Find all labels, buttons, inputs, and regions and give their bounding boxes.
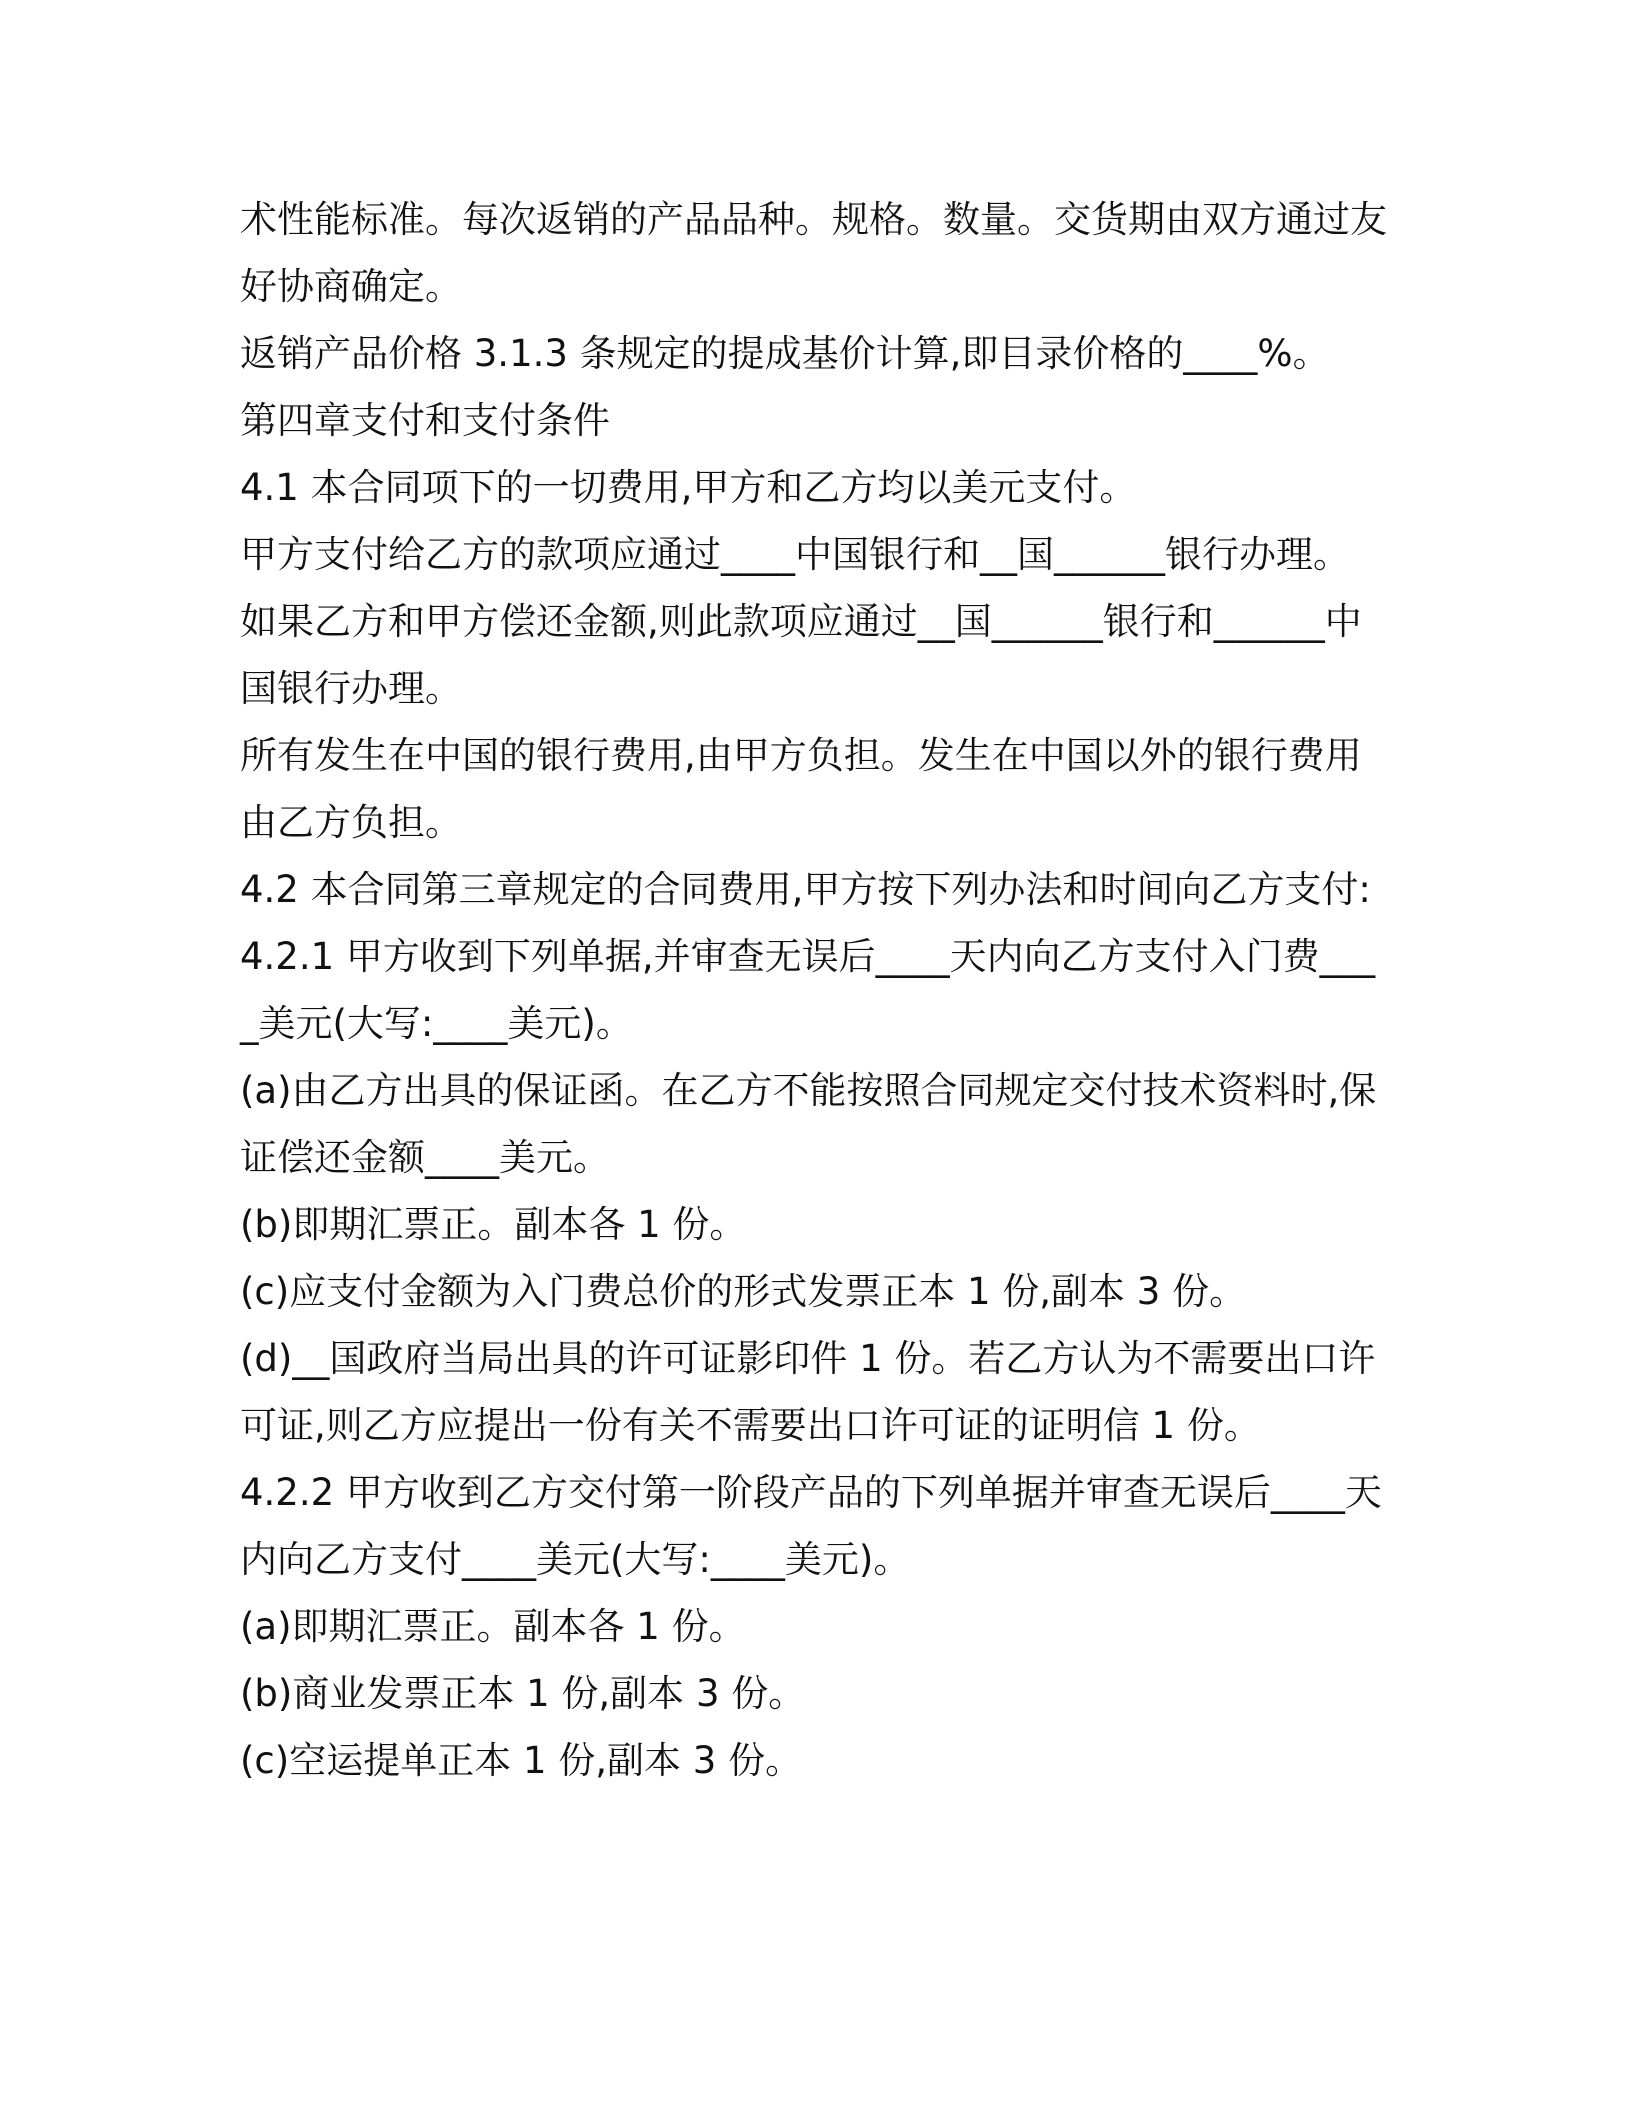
paragraph-repayment-bank: 如果乙方和甲方偿还金额,则此款项应通过__国______银行和______中国银行办理。 [240, 600, 1362, 710]
item-4-2-2-a: (a)即期汇票正。副本各 1 份。 [240, 1605, 746, 1648]
clause-4-1: 4.1 本合同项下的一切费用,甲方和乙方均以美元支付。 [240, 466, 1137, 509]
document-body [240, 186, 1390, 1794]
item-4-2-2-c: (c)空运提单正本 1 份,副本 3 份。 [240, 1739, 803, 1782]
paragraph-party-a-payment-bank: 甲方支付给乙方的款项应通过____中国银行和__国______银行办理。 [240, 533, 1350, 576]
paragraph-bank-charges: 所有发生在中国的银行费用,由甲方负担。发生在中国以外的银行费用由乙方负担。 [240, 734, 1362, 844]
item-4-2-1-c: (c)应支付金额为入门费总价的形式发票正本 1 份,副本 3 份。 [240, 1270, 1247, 1313]
item-4-2-1-b: (b)即期汇票正。副本各 1 份。 [240, 1203, 747, 1246]
item-4-2-1-d: (d)__国政府当局出具的许可证影印件 1 份。若乙方认为不需要出口许可证,则乙方应提出一份有关不需要出口许可证的证明信 1 份。 [240, 1337, 1376, 1447]
clause-4-2: 4.2 本合同第三章规定的合同费用,甲方按下列办法和时间向乙方支付: [240, 868, 1371, 911]
paragraph-returned-sales-spec: 术性能标准。每次返销的产品品种。规格。数量。交货期由双方通过友好协商确定。 [240, 198, 1387, 308]
item-4-2-1-a: (a)由乙方出具的保证函。在乙方不能按照合同规定交付技术资料时,保证偿还金额____美元。 [240, 1069, 1377, 1179]
clause-4-2-1: 4.2.1 甲方收到下列单据,并审查无误后____天内向乙方支付入门费____美元(大写:____美元)。 [240, 935, 1376, 1045]
paragraph-returned-sales-price: 返销产品价格 3.1.3 条规定的提成基价计算,即目录价格的____%。 [240, 332, 1330, 375]
chapter-heading-payment: 第四章支付和支付条件 [240, 399, 610, 442]
item-4-2-2-b: (b)商业发票正本 1 份,副本 3 份。 [240, 1672, 806, 1715]
clause-4-2-2: 4.2.2 甲方收到乙方交付第一阶段产品的下列单据并审查无误后____天内向乙方支付____美元(大写:____美元)。 [240, 1471, 1382, 1581]
